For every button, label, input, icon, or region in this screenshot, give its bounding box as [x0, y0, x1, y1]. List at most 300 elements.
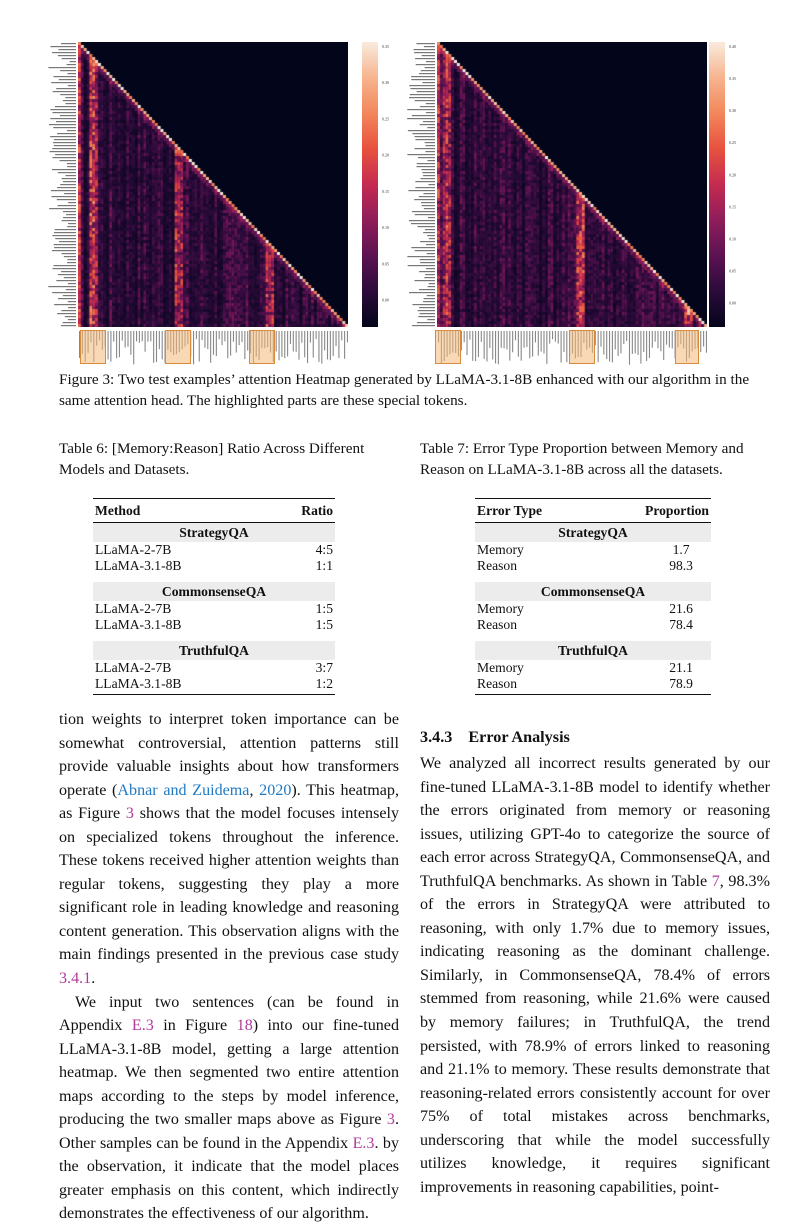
xtick-label-mark: [603, 331, 604, 355]
token-label-mark: [62, 253, 76, 254]
section-ref-link[interactable]: 3.4.1: [59, 970, 92, 988]
xtick-label-mark: [486, 331, 487, 361]
xtick-label-mark: [652, 331, 653, 348]
token-label-mark: [56, 280, 76, 281]
token-label-mark: [52, 268, 76, 269]
xtick-label-mark: [663, 331, 664, 360]
token-label-mark: [425, 151, 435, 152]
token-label-mark: [410, 88, 435, 89]
xtick-label-mark: [535, 331, 536, 342]
token-label-mark: [412, 115, 435, 116]
token-label-mark: [55, 229, 76, 230]
token-label-mark: [58, 49, 76, 50]
highlight-special-tokens: [80, 330, 106, 364]
token-label-mark: [424, 46, 435, 47]
token-label-mark: [418, 157, 435, 158]
xtick-label-mark: [153, 331, 154, 363]
xtick-label-mark: [244, 331, 245, 359]
token-label-mark: [416, 43, 435, 44]
token-label-mark: [427, 127, 435, 128]
highlight-special-tokens: [249, 330, 275, 364]
token-label-mark: [420, 262, 435, 263]
token-label-mark: [54, 265, 76, 266]
appendix-ref-link[interactable]: E.3: [352, 1134, 375, 1152]
token-label-mark: [51, 82, 76, 83]
xtick-label-mark: [307, 331, 308, 363]
token-label-mark: [420, 259, 435, 260]
token-label-mark: [428, 184, 435, 185]
table-row: LLaMA-2-7B 3:7: [95, 660, 333, 675]
xtick-label-mark: [706, 331, 707, 353]
token-label-mark: [62, 58, 76, 59]
token-label-mark: [426, 268, 435, 269]
token-label-mark: [421, 169, 435, 170]
table-header-row: [475, 499, 711, 523]
table-row: Memory 21.6: [477, 601, 693, 616]
xtick-label-mark: [130, 331, 131, 355]
xtick-label-mark: [640, 331, 641, 364]
token-label-mark: [418, 310, 435, 311]
table-group-row: CommonsenseQA: [475, 582, 711, 601]
token-label-mark: [412, 133, 435, 134]
token-label-mark: [58, 205, 76, 206]
token-label-mark: [53, 76, 76, 77]
heatmap-left-token-labels: [44, 40, 76, 330]
token-label-mark: [425, 142, 435, 143]
token-label-mark: [419, 307, 435, 308]
token-label-mark: [426, 244, 435, 245]
token-label-mark: [60, 184, 76, 185]
table-row: LLaMA-3.1-8B 1:5: [95, 617, 333, 632]
token-label-mark: [49, 124, 76, 125]
xtick-label-mark: [464, 331, 465, 342]
xtick-label-mark: [336, 331, 337, 346]
xtick-label-mark: [210, 331, 211, 363]
xtick-label-mark: [290, 331, 291, 344]
xtick-label-mark: [646, 331, 647, 361]
xtick-label-mark: [330, 331, 331, 360]
token-label-mark: [67, 73, 76, 74]
xtick-label-mark: [612, 331, 613, 362]
token-label-mark: [425, 67, 435, 68]
xtick-label-mark: [618, 331, 619, 356]
xtick-label-mark: [609, 331, 610, 361]
token-label-mark: [50, 46, 76, 47]
token-label-mark: [419, 271, 435, 272]
token-label-mark: [420, 124, 435, 125]
table-group-row: TruthfulQA: [475, 641, 711, 660]
token-label-mark: [58, 172, 76, 173]
xtick-label-mark: [558, 331, 559, 344]
token-label-mark: [427, 319, 435, 320]
token-label-mark: [68, 223, 76, 224]
token-label-mark: [68, 307, 76, 308]
table-row: LLaMA-2-7B 1:5: [95, 601, 333, 616]
token-label-mark: [51, 190, 76, 191]
xtick-label-mark: [615, 331, 616, 349]
token-label-mark: [68, 283, 76, 284]
figure-ref-link[interactable]: 18: [236, 1017, 253, 1035]
token-label-mark: [426, 61, 435, 62]
token-label-mark: [55, 238, 76, 239]
token-label-mark: [64, 256, 76, 257]
colorbar-tick-label: 0.15: [382, 188, 389, 194]
token-label-mark: [50, 151, 76, 152]
token-label-mark: [415, 148, 435, 149]
colorbar-tick-label: 0.20: [729, 172, 736, 178]
token-label-mark: [409, 85, 435, 86]
token-label-mark: [66, 214, 76, 215]
xtick-label-mark: [467, 331, 468, 355]
token-label-mark: [426, 145, 435, 146]
token-label-mark: [53, 142, 76, 143]
xtick-label-mark: [563, 331, 564, 352]
token-label-mark: [67, 259, 76, 260]
token-label-mark: [61, 310, 76, 311]
xtick-label-mark: [649, 331, 650, 358]
colorbar-tick-label: 0.40: [729, 44, 736, 49]
colorbar-tick-label: 0.05: [729, 268, 736, 274]
token-label-mark: [421, 202, 435, 203]
token-label-mark: [67, 226, 76, 227]
colorbar-tick-label: 0.00: [382, 297, 389, 303]
token-label-mark: [414, 280, 435, 281]
token-label-mark: [55, 106, 76, 107]
table-row: Reason 78.9: [475, 676, 711, 695]
token-label-mark: [421, 178, 435, 179]
xtick-label-mark: [566, 331, 567, 362]
colorbar-right-ticks: [727, 40, 757, 330]
xtick-label-mark: [341, 331, 342, 340]
xtick-label-mark: [298, 331, 299, 360]
paragraph: tion weights to interpret token importance can be somewhat controversial, attention patterns still provide valuable insights about how transformers operate (Abnar and Zuidema, 2020). This heatmap, as Figure 3 shows that the model focuses intensely on specialized tokens throughout the inference. These tokens received higher attention weights than regular tokens, suggesting they play a more significant role in leading knowledge and reasoning content generation. This observation aligns with the main findings presented in the previous case study 3.4.1.: [59, 711, 399, 988]
xtick-label-mark: [629, 331, 630, 365]
paragraph: We analyzed all incorrect results generated by our fine-tuned LLaMA-3.1-8B model to identify whether the errors originated from memory or reasoning issues, utilizing GPT-4o to categorize the source of each error across StrategyQA, CommonsenseQA, and TruthfulQA benchmarks. As shown in Table 7, 98.3% of the errors in StrategyQA were attributed to reasoning, with only 1.7% due to memory issues, indicating reasoning as the dominant challenge. Similarly, in CommonsenseQA, 78.4% of errors stemmed from reasoning, while 21.6% were caused by memory failures; in TruthfulQA, the trend persisted, with 78.9% of errors linked to reasoning and 21.1% to memory. These results demonstrate that reasoning-related errors consistently account for over 75% of total mistakes across benchmarks, underscoring that while the model successfully utilizes knowledge, it requires significant improvements in reasoning capabilities, point-: [420, 755, 771, 1196]
xtick-label-mark: [119, 331, 120, 357]
token-label-mark: [49, 208, 76, 209]
token-label-mark: [415, 187, 435, 188]
xtick-label-mark: [227, 331, 228, 358]
column-header: Error Type: [475, 499, 563, 523]
table6-caption: Table 6: [Memory:Reason] Ratio Across Different Models and Datasets.: [59, 440, 365, 478]
xtick-label-mark: [116, 331, 117, 358]
heatmap-left-xtick-labels: [74, 327, 354, 369]
token-label-mark: [67, 163, 76, 164]
table-row: LLaMA-3.1-8B 1:2: [93, 676, 335, 695]
token-label-mark: [409, 220, 435, 221]
right-column-text: [420, 752, 770, 1199]
token-label-mark: [67, 130, 76, 131]
xtick-label-mark: [492, 331, 493, 359]
table-group-row: CommonsenseQA: [93, 582, 335, 601]
xtick-label-mark: [600, 331, 601, 347]
xtick-label-mark: [561, 331, 562, 363]
xtick-label-mark: [338, 331, 339, 358]
token-label-mark: [50, 109, 76, 110]
token-label-mark: [54, 145, 76, 146]
column-header: Proportion: [563, 499, 711, 523]
token-label-mark: [65, 316, 76, 317]
xtick-label-mark: [632, 331, 633, 354]
token-label-mark: [419, 289, 435, 290]
xtick-label-mark: [136, 331, 137, 341]
xtick-label-mark: [304, 331, 305, 357]
token-label-mark: [58, 298, 76, 299]
xtick-label-mark: [489, 331, 490, 348]
token-label-mark: [50, 136, 76, 137]
xtick-label-mark: [133, 331, 134, 364]
token-label-mark: [63, 100, 76, 101]
token-label-mark: [48, 286, 76, 287]
highlight-special-tokens: [569, 330, 595, 364]
token-label-mark: [57, 133, 76, 134]
token-label-mark: [424, 277, 435, 278]
token-label-mark: [53, 127, 76, 128]
token-label-mark: [412, 304, 435, 305]
citation-year-link[interactable]: 2020: [259, 781, 292, 799]
xtick-label-mark: [108, 331, 109, 359]
token-label-mark: [426, 112, 435, 113]
xtick-label-mark: [233, 331, 234, 342]
colorbar-tick-label: 0.30: [729, 108, 736, 114]
xtick-label-mark: [276, 331, 277, 351]
token-label-mark: [54, 232, 76, 233]
token-label-mark: [416, 64, 435, 65]
token-label-mark: [427, 253, 435, 254]
figure-ref-link[interactable]: 3: [125, 805, 134, 823]
token-label-mark: [409, 97, 435, 98]
token-label-mark: [60, 160, 76, 161]
heatmap-right: [403, 40, 763, 360]
section-heading: 3.4.3 Error Analysis: [420, 728, 570, 746]
figure-ref-link[interactable]: 3: [386, 1111, 395, 1129]
xtick-label-mark: [498, 331, 499, 364]
xtick-label-mark: [222, 331, 223, 345]
table-row: Memory 21.1: [477, 660, 693, 675]
xtick-label-mark: [236, 331, 237, 353]
xtick-label-mark: [666, 331, 667, 345]
token-label-mark: [422, 55, 435, 56]
token-label-mark: [57, 313, 76, 314]
token-label-mark: [411, 247, 435, 248]
xtick-label-mark: [150, 331, 151, 341]
token-label-mark: [56, 121, 76, 122]
token-label-mark: [427, 160, 435, 161]
xtick-label-mark: [532, 331, 533, 356]
xtick-label-mark: [669, 331, 670, 348]
token-label-mark: [68, 85, 76, 86]
xtick-label-mark: [301, 331, 302, 343]
xtick-label-mark: [546, 331, 547, 364]
token-label-mark: [414, 52, 435, 53]
token-label-mark: [63, 211, 76, 212]
token-label-mark: [415, 100, 435, 101]
heatmap-left-canvas: [78, 42, 348, 327]
token-label-mark: [420, 313, 435, 314]
xtick-label-mark: [310, 331, 311, 343]
token-label-mark: [65, 175, 76, 176]
token-label-mark: [421, 70, 435, 71]
table-row: LLaMA-2-7B 4:5: [95, 542, 333, 557]
heatmap-right-canvas: [437, 42, 707, 327]
token-label-mark: [63, 322, 76, 323]
xtick-label-mark: [213, 331, 214, 355]
token-label-mark: [424, 208, 435, 209]
token-label-mark: [428, 286, 435, 287]
token-label-mark: [407, 256, 435, 257]
token-label-mark: [411, 79, 435, 80]
token-label-mark: [70, 61, 76, 62]
xtick-label-mark: [524, 331, 525, 348]
token-label-mark: [412, 211, 435, 212]
colorbar-right: [709, 42, 725, 327]
xtick-label-mark: [147, 331, 148, 342]
xtick-label-mark: [219, 331, 220, 339]
token-label-mark: [423, 121, 435, 122]
token-label-mark: [52, 235, 76, 236]
token-label-mark: [407, 154, 435, 155]
token-label-mark: [54, 139, 76, 140]
xtick-label-mark: [481, 331, 482, 342]
token-label-mark: [416, 166, 435, 167]
token-label-mark: [67, 262, 76, 263]
xtick-label-mark: [672, 331, 673, 348]
xtick-label-mark: [202, 331, 203, 340]
xtick-label-mark: [110, 331, 111, 362]
token-label-mark: [52, 148, 76, 149]
colorbar-tick-label: 0.00: [729, 300, 736, 306]
token-label-mark: [415, 181, 435, 182]
xtick-label-mark: [327, 331, 328, 359]
token-label-mark: [409, 292, 435, 293]
xtick-label-mark: [224, 331, 225, 341]
token-label-mark: [50, 118, 76, 119]
token-label-mark: [55, 154, 76, 155]
token-label-mark: [415, 58, 435, 59]
token-label-mark: [407, 118, 435, 119]
appendix-ref-link[interactable]: E.3: [131, 1017, 154, 1035]
xtick-label-mark: [281, 331, 282, 357]
token-label-mark: [423, 193, 435, 194]
table-group-row: StrategyQA: [475, 523, 711, 543]
token-label-mark: [423, 232, 435, 233]
token-label-mark: [63, 181, 76, 182]
xtick-label-mark: [193, 331, 194, 364]
xtick-label-mark: [526, 331, 527, 347]
token-label-mark: [63, 217, 76, 218]
xtick-label-mark: [125, 331, 126, 348]
token-label-mark: [425, 274, 435, 275]
xtick-label-mark: [620, 331, 621, 353]
token-label-mark: [57, 199, 76, 200]
highlight-special-tokens: [675, 330, 699, 364]
xtick-label-mark: [501, 331, 502, 348]
token-label-mark: [410, 94, 435, 95]
xtick-label-mark: [204, 331, 205, 348]
token-label-mark: [415, 139, 435, 140]
token-label-mark: [52, 52, 76, 53]
citation-link[interactable]: Abnar and Zuidema: [117, 781, 250, 799]
token-label-mark: [419, 196, 435, 197]
token-label-mark: [418, 226, 435, 227]
token-label-mark: [427, 295, 435, 296]
token-label-mark: [408, 265, 435, 266]
xtick-label-mark: [657, 331, 658, 348]
token-label-mark: [67, 166, 76, 167]
token-label-mark: [428, 217, 435, 218]
token-label-mark: [68, 319, 76, 320]
xtick-label-mark: [472, 331, 473, 361]
colorbar-tick-label: 0.15: [729, 204, 736, 210]
colorbar-tick-label: 0.35: [729, 76, 736, 82]
column-header: Ratio: [266, 499, 335, 523]
token-label-mark: [54, 244, 76, 245]
token-label-mark: [68, 301, 76, 302]
token-label-mark: [54, 247, 76, 248]
token-label-mark: [420, 241, 435, 242]
token-label-mark: [62, 220, 76, 221]
heatmap-left: [44, 40, 389, 360]
token-label-mark: [60, 115, 76, 116]
xtick-label-mark: [113, 331, 114, 342]
colorbar-tick-label: 0.25: [729, 140, 736, 146]
xtick-label-mark: [347, 331, 348, 342]
xtick-label-mark: [216, 331, 217, 356]
xtick-label-mark: [655, 331, 656, 342]
token-label-mark: [57, 187, 76, 188]
token-label-mark: [407, 109, 435, 110]
token-label-mark: [60, 94, 76, 95]
table-ref-link[interactable]: 7: [711, 872, 720, 890]
xtick-label-mark: [296, 331, 297, 352]
xtick-label-mark: [139, 331, 140, 343]
token-label-mark: [65, 103, 76, 104]
xtick-label-mark: [635, 331, 636, 353]
token-label-mark: [417, 91, 435, 92]
token-label-mark: [408, 190, 435, 191]
xtick-label-mark: [700, 331, 701, 352]
highlight-special-tokens: [165, 330, 191, 364]
xtick-label-mark: [316, 331, 317, 339]
token-label-mark: [53, 91, 76, 92]
colorbar-tick-label: 0.05: [382, 261, 389, 267]
token-label-mark: [52, 157, 76, 158]
xtick-label-mark: [638, 331, 639, 355]
xtick-label-mark: [606, 331, 607, 359]
token-label-mark: [61, 43, 76, 44]
xtick-label-mark: [199, 331, 200, 361]
token-label-mark: [429, 283, 435, 284]
table-row: Reason 98.3: [477, 558, 693, 573]
xtick-label-mark: [156, 331, 157, 362]
heatmap-right-token-labels: [403, 40, 435, 330]
token-label-mark: [52, 196, 76, 197]
colorbar-tick-label: 0.10: [729, 236, 736, 242]
token-label-mark: [412, 325, 435, 326]
xtick-label-mark: [515, 331, 516, 340]
token-label-mark: [429, 238, 435, 239]
colorbar-tick-label: 0.35: [382, 44, 389, 49]
xtick-label-mark: [239, 331, 240, 345]
table6: [93, 498, 335, 695]
xtick-label-mark: [541, 331, 542, 352]
token-label-mark: [52, 169, 76, 170]
xtick-label-mark: [321, 331, 322, 364]
xtick-label-mark: [478, 331, 479, 357]
token-label-mark: [62, 178, 76, 179]
xtick-label-mark: [521, 331, 522, 361]
token-label-mark: [63, 295, 76, 296]
